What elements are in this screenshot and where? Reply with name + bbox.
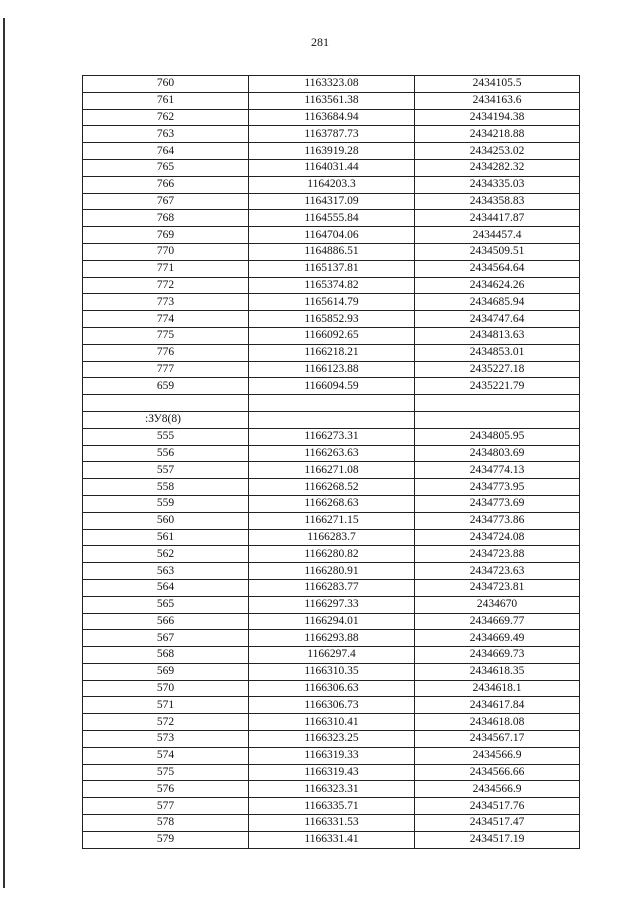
x-coordinate-cell: 1166323.31 xyxy=(249,781,415,798)
y-coordinate-cell: 2434724.08 xyxy=(415,529,580,546)
x-coordinate-cell: 1166268.63 xyxy=(249,495,415,512)
y-coordinate-cell: 2434517.76 xyxy=(415,798,580,815)
point-number-cell: 775 xyxy=(83,327,249,344)
x-coordinate-cell: 1163561.38 xyxy=(249,92,415,109)
table-row xyxy=(83,92,580,109)
table-row xyxy=(83,596,580,613)
point-number-cell: 763 xyxy=(83,126,249,143)
table-row xyxy=(83,529,580,546)
empty-cell xyxy=(415,411,580,428)
y-coordinate-cell: 2434509.51 xyxy=(415,243,580,260)
y-coordinate-cell: 2434617.84 xyxy=(415,697,580,714)
x-coordinate-cell: 1165614.79 xyxy=(249,294,415,311)
y-coordinate-cell: 2434773.69 xyxy=(415,495,580,512)
x-coordinate-cell: 1166297.4 xyxy=(249,647,415,664)
x-coordinate-cell: 1166218.21 xyxy=(249,344,415,361)
y-coordinate-cell: 2434163.6 xyxy=(415,92,580,109)
coordinates-table xyxy=(82,75,580,849)
point-number-cell: 765 xyxy=(83,159,249,176)
x-coordinate-cell: 1166323.25 xyxy=(249,731,415,748)
x-coordinate-cell: 1164203.3 xyxy=(249,176,415,193)
point-number-cell: 767 xyxy=(83,193,249,210)
point-number-cell: 572 xyxy=(83,714,249,731)
y-coordinate-cell: 2434669.77 xyxy=(415,613,580,630)
point-number-cell: 773 xyxy=(83,294,249,311)
table-row xyxy=(83,697,580,714)
x-coordinate-cell: 1163323.08 xyxy=(249,76,415,93)
x-coordinate-cell: 1166271.08 xyxy=(249,462,415,479)
x-coordinate-cell: 1163787.73 xyxy=(249,126,415,143)
x-coordinate-cell: 1166306.73 xyxy=(249,697,415,714)
x-coordinate-cell: 1164886.51 xyxy=(249,243,415,260)
x-coordinate-cell: 1166273.31 xyxy=(249,428,415,445)
x-coordinate-cell: 1166331.53 xyxy=(249,815,415,832)
x-coordinate-cell: 1165374.82 xyxy=(249,277,415,294)
x-coordinate-cell: 1165852.93 xyxy=(249,311,415,328)
x-coordinate-cell: 1166319.33 xyxy=(249,747,415,764)
y-coordinate-cell: 2434669.73 xyxy=(415,647,580,664)
x-coordinate-cell: 1166092.65 xyxy=(249,327,415,344)
point-number-cell: 579 xyxy=(83,831,249,848)
x-coordinate-cell: 1164704.06 xyxy=(249,227,415,244)
point-number-cell: 772 xyxy=(83,277,249,294)
table-row xyxy=(83,159,580,176)
table-row xyxy=(83,462,580,479)
point-number-cell: 578 xyxy=(83,815,249,832)
y-coordinate-cell: 2434566.9 xyxy=(415,747,580,764)
coordinates-table-body xyxy=(83,76,580,849)
point-number-cell: 556 xyxy=(83,445,249,462)
x-coordinate-cell: 1166294.01 xyxy=(249,613,415,630)
x-coordinate-cell: 1163919.28 xyxy=(249,143,415,160)
table-row xyxy=(83,311,580,328)
table-row xyxy=(83,243,580,260)
table-row xyxy=(83,512,580,529)
point-number-cell: 570 xyxy=(83,680,249,697)
point-number-cell: 575 xyxy=(83,764,249,781)
point-number-cell xyxy=(83,395,249,412)
y-coordinate-cell: 2434803.69 xyxy=(415,445,580,462)
y-coordinate-cell: 2434669.49 xyxy=(415,630,580,647)
point-number-cell: 573 xyxy=(83,731,249,748)
point-number-cell: 760 xyxy=(83,76,249,93)
y-coordinate-cell: 2434457.4 xyxy=(415,227,580,244)
point-number-cell: 562 xyxy=(83,546,249,563)
x-coordinate-cell: 1165137.81 xyxy=(249,260,415,277)
table-row xyxy=(83,630,580,647)
table-row xyxy=(83,831,580,848)
table-row xyxy=(83,227,580,244)
table-row xyxy=(83,378,580,395)
table-row xyxy=(83,76,580,93)
point-number-cell: 764 xyxy=(83,143,249,160)
y-coordinate-cell: 2434253.02 xyxy=(415,143,580,160)
y-coordinate-cell: 2434723.81 xyxy=(415,579,580,596)
y-coordinate-cell: 2434517.19 xyxy=(415,831,580,848)
x-coordinate-cell: 1166331.41 xyxy=(249,831,415,848)
x-coordinate-cell: 1166123.88 xyxy=(249,361,415,378)
y-coordinate-cell: 2434813.63 xyxy=(415,327,580,344)
table-row xyxy=(83,109,580,126)
table-row xyxy=(83,798,580,815)
point-number-cell: 776 xyxy=(83,344,249,361)
y-coordinate-cell: 2434618.35 xyxy=(415,663,580,680)
table-row xyxy=(83,495,580,512)
section-row xyxy=(83,411,580,428)
y-coordinate-cell: 2434566.66 xyxy=(415,764,580,781)
empty-cell xyxy=(249,411,415,428)
x-coordinate-cell: 1166310.41 xyxy=(249,714,415,731)
y-coordinate-cell: 2434358.83 xyxy=(415,193,580,210)
y-coordinate-cell: 2434567.17 xyxy=(415,731,580,748)
table-row xyxy=(83,613,580,630)
y-coordinate-cell: 2434723.88 xyxy=(415,546,580,563)
y-coordinate-cell: 2435221.79 xyxy=(415,378,580,395)
page-edge-rule xyxy=(3,18,5,888)
point-number-cell: 571 xyxy=(83,697,249,714)
table-row xyxy=(83,764,580,781)
y-coordinate-cell: 2434624.26 xyxy=(415,277,580,294)
y-coordinate-cell: 2434564.64 xyxy=(415,260,580,277)
y-coordinate-cell: 2434218.88 xyxy=(415,126,580,143)
x-coordinate-cell: 1166094.59 xyxy=(249,378,415,395)
table-row xyxy=(83,395,580,412)
point-number-cell: 777 xyxy=(83,361,249,378)
x-coordinate-cell: 1166283.7 xyxy=(249,529,415,546)
table-row xyxy=(83,277,580,294)
table-row xyxy=(83,260,580,277)
point-number-cell: 555 xyxy=(83,428,249,445)
x-coordinate-cell: 1166280.91 xyxy=(249,563,415,580)
point-number-cell: 559 xyxy=(83,495,249,512)
table-row xyxy=(83,815,580,832)
point-number-cell: 762 xyxy=(83,109,249,126)
table-row xyxy=(83,210,580,227)
point-number-cell: 565 xyxy=(83,596,249,613)
table-row xyxy=(83,193,580,210)
y-coordinate-cell: 2434747.64 xyxy=(415,311,580,328)
point-number-cell: 577 xyxy=(83,798,249,815)
point-number-cell: 564 xyxy=(83,579,249,596)
point-number-cell: 574 xyxy=(83,747,249,764)
y-coordinate-cell: 2435227.18 xyxy=(415,361,580,378)
table-row xyxy=(83,294,580,311)
y-coordinate-cell: 2434773.86 xyxy=(415,512,580,529)
point-number-cell: 566 xyxy=(83,613,249,630)
table-row xyxy=(83,731,580,748)
y-coordinate-cell: 2434517.47 xyxy=(415,815,580,832)
y-coordinate-cell: 2434670 xyxy=(415,596,580,613)
y-coordinate-cell: 2434105.5 xyxy=(415,76,580,93)
table-row xyxy=(83,781,580,798)
table-row xyxy=(83,747,580,764)
table-row xyxy=(83,647,580,664)
x-coordinate-cell: 1166263.63 xyxy=(249,445,415,462)
table-row xyxy=(83,176,580,193)
x-coordinate-cell: 1166319.43 xyxy=(249,764,415,781)
x-coordinate-cell: 1166335.71 xyxy=(249,798,415,815)
point-number-cell: 659 xyxy=(83,378,249,395)
table-row xyxy=(83,563,580,580)
y-coordinate-cell: 2434723.63 xyxy=(415,563,580,580)
x-coordinate-cell: 1166297.33 xyxy=(249,596,415,613)
section-label: :ЗУ8(8) xyxy=(83,411,249,428)
point-number-cell: 567 xyxy=(83,630,249,647)
point-number-cell: 774 xyxy=(83,311,249,328)
y-coordinate-cell: 2434566.9 xyxy=(415,781,580,798)
table-row xyxy=(83,327,580,344)
point-number-cell: 766 xyxy=(83,176,249,193)
y-coordinate-cell: 2434618.1 xyxy=(415,680,580,697)
x-coordinate-cell: 1166268.52 xyxy=(249,479,415,496)
table-row xyxy=(83,126,580,143)
table-row xyxy=(83,546,580,563)
x-coordinate-cell: 1164555.84 xyxy=(249,210,415,227)
point-number-cell: 771 xyxy=(83,260,249,277)
x-coordinate-cell: 1164031.44 xyxy=(249,159,415,176)
y-coordinate-cell: 2434335.03 xyxy=(415,176,580,193)
table-row xyxy=(83,714,580,731)
x-coordinate-cell: 1164317.09 xyxy=(249,193,415,210)
y-coordinate-cell: 2434853.01 xyxy=(415,344,580,361)
page-number: 281 xyxy=(311,35,329,49)
y-coordinate-cell: 2434417.87 xyxy=(415,210,580,227)
point-number-cell: 576 xyxy=(83,781,249,798)
point-number-cell: 560 xyxy=(83,512,249,529)
table-row xyxy=(83,143,580,160)
y-coordinate-cell: 2434194.38 xyxy=(415,109,580,126)
point-number-cell: 769 xyxy=(83,227,249,244)
table-row xyxy=(83,663,580,680)
point-number-cell: 563 xyxy=(83,563,249,580)
y-coordinate-cell: 2434282.32 xyxy=(415,159,580,176)
table-row xyxy=(83,361,580,378)
x-coordinate-cell xyxy=(249,395,415,412)
x-coordinate-cell: 1163684.94 xyxy=(249,109,415,126)
table-row xyxy=(83,428,580,445)
point-number-cell: 569 xyxy=(83,663,249,680)
table-row xyxy=(83,479,580,496)
point-number-cell: 770 xyxy=(83,243,249,260)
y-coordinate-cell: 2434685.94 xyxy=(415,294,580,311)
table-row xyxy=(83,445,580,462)
point-number-cell: 558 xyxy=(83,479,249,496)
x-coordinate-cell: 1166293.88 xyxy=(249,630,415,647)
table-row xyxy=(83,579,580,596)
x-coordinate-cell: 1166310.35 xyxy=(249,663,415,680)
x-coordinate-cell: 1166271.15 xyxy=(249,512,415,529)
y-coordinate-cell: 2434805.95 xyxy=(415,428,580,445)
point-number-cell: 768 xyxy=(83,210,249,227)
x-coordinate-cell: 1166306.63 xyxy=(249,680,415,697)
point-number-cell: 557 xyxy=(83,462,249,479)
point-number-cell: 568 xyxy=(83,647,249,664)
point-number-cell: 561 xyxy=(83,529,249,546)
point-number-cell: 761 xyxy=(83,92,249,109)
y-coordinate-cell: 2434618.08 xyxy=(415,714,580,731)
x-coordinate-cell: 1166280.82 xyxy=(249,546,415,563)
y-coordinate-cell: 2434774.13 xyxy=(415,462,580,479)
x-coordinate-cell: 1166283.77 xyxy=(249,579,415,596)
y-coordinate-cell xyxy=(415,395,580,412)
table-row xyxy=(83,344,580,361)
y-coordinate-cell: 2434773.95 xyxy=(415,479,580,496)
table-row xyxy=(83,680,580,697)
